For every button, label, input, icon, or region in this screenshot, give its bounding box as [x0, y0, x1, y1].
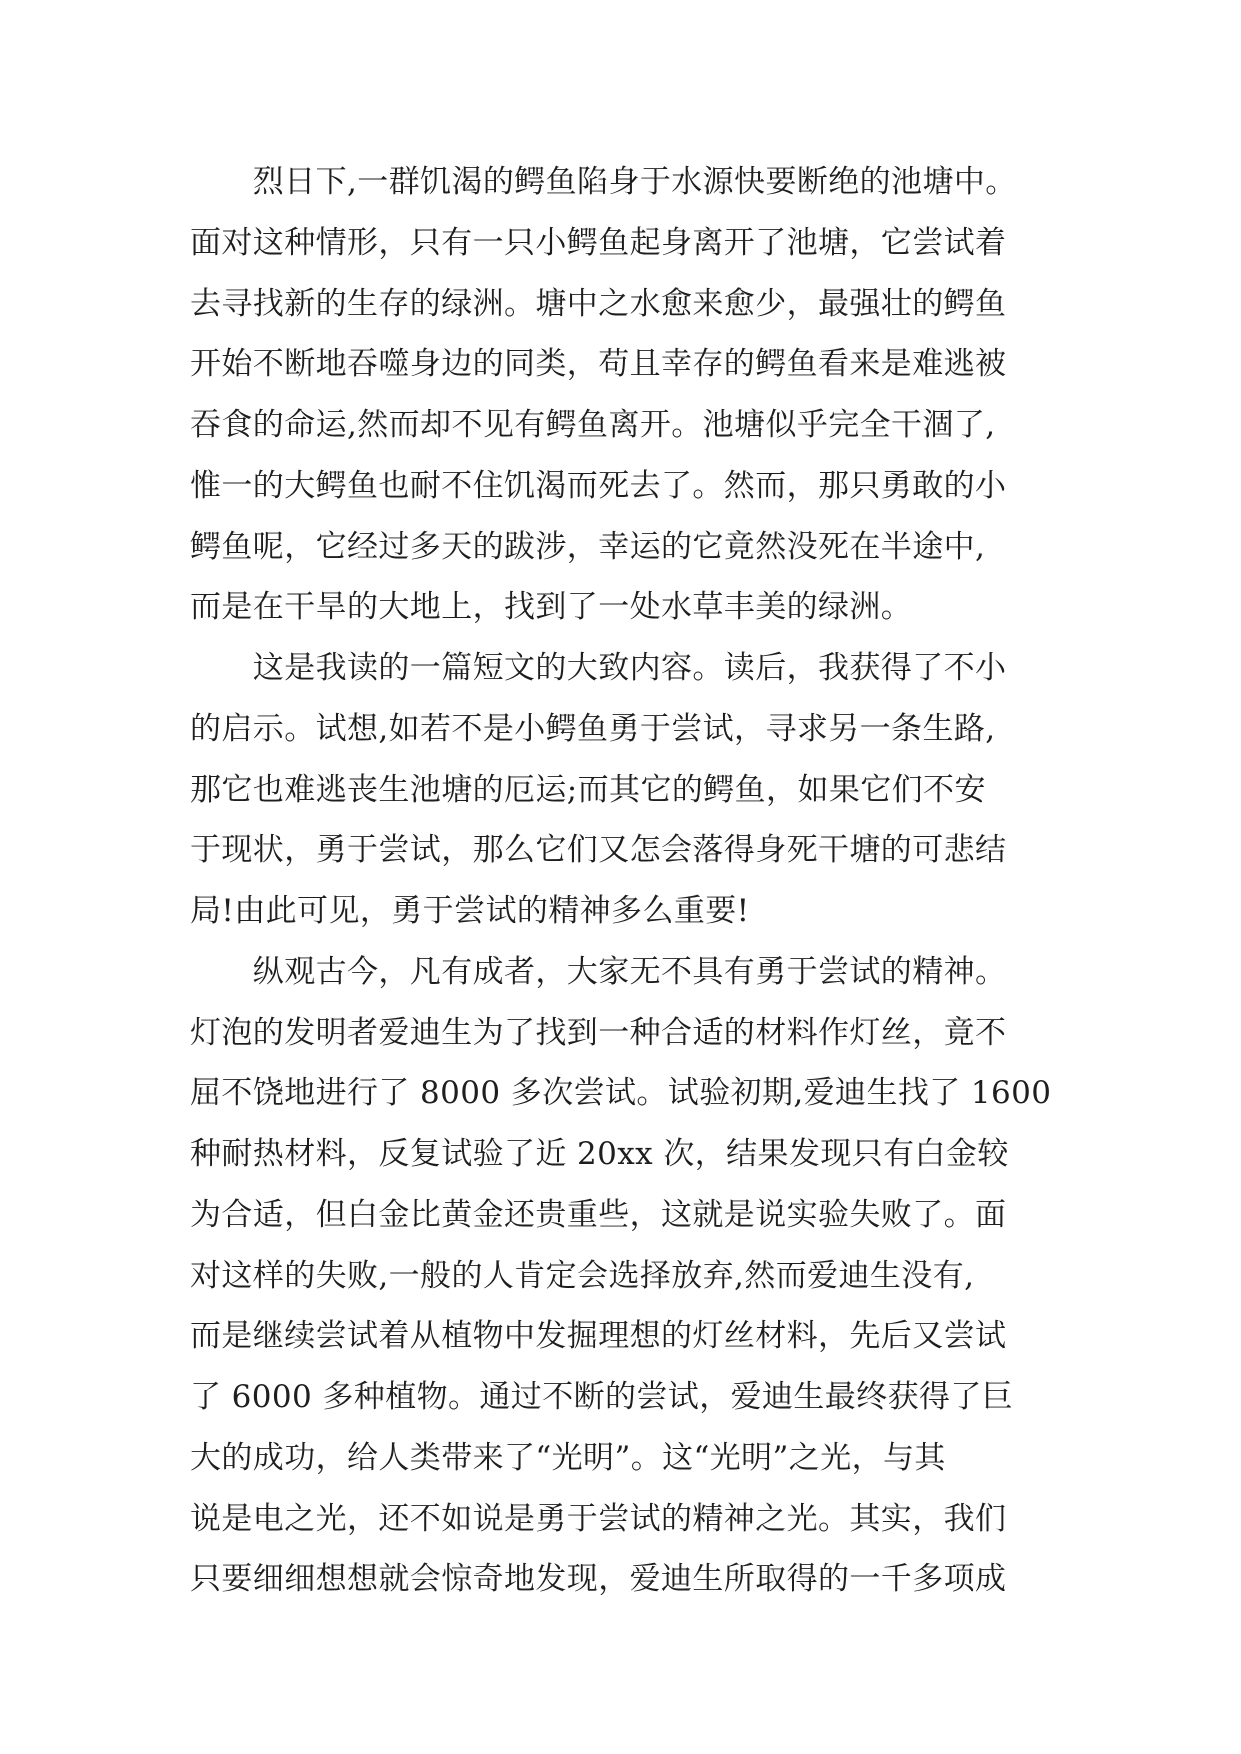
text-line: 灯泡的发明者爱迪生为了找到一种合适的材料作灯丝，竟不	[190, 1014, 1007, 1051]
text-line: 于现状，勇于尝试，那么它们又怎会落得身死干塘的可悲结	[190, 832, 1007, 869]
essay-text	[190, 152, 1090, 1610]
text-line: 开始不断地吞噬身边的同类，苟且幸存的鳄鱼看来是难逃被	[190, 346, 1007, 383]
text-line: 那它也难逃丧生池塘的厄运;而其它的鳄鱼，如果它们不安	[190, 771, 986, 808]
text-line: 种耐热材料，反复试验了近 20xx 次，结果发现只有白金较	[190, 1136, 1009, 1172]
text-line: 鳄鱼呢，它经过多天的跋涉，幸运的它竟然没死在半途中,	[190, 528, 986, 565]
text-line: 的启示。试想,如若不是小鳄鱼勇于尝试，寻求另一条生路,	[190, 710, 996, 747]
text-line: 局!由此可见，勇于尝试的精神多么重要!	[190, 893, 750, 929]
text-line: 对这样的失败,一般的人肯定会选择放弃,然而爱迪生没有,	[190, 1257, 975, 1294]
text-line: 屈不饶地进行了 8000 多次尝试。试验初期,爱迪生找了 1600	[190, 1075, 1052, 1112]
text-line: 烈日下,一群饥渴的鳄鱼陷身于水源快要断绝的池塘中。	[190, 164, 1017, 200]
text-line: 这是我读的一篇短文的大致内容。读后，我获得了不小	[190, 650, 1007, 686]
text-line: 只要细细想想就会惊奇地发现，爱迪生所取得的一千多项成	[190, 1561, 1007, 1598]
text-line: 而是在干旱的大地上，找到了一处水草丰美的绿洲。	[190, 589, 913, 626]
text-line: 说是电之光，还不如说是勇于尝试的精神之光。其实，我们	[190, 1500, 1007, 1537]
text-line: 面对这种情形，只有一只小鳄鱼起身离开了池塘，它尝试着	[190, 224, 1007, 261]
text-line: 去寻找新的生存的绿洲。塘中之水愈来愈少，最强壮的鳄鱼	[190, 285, 1007, 322]
text-line: 惟一的大鳄鱼也耐不住饥渴而死去了。然而，那只勇敢的小	[190, 467, 1007, 504]
text-line: 为合适，但白金比黄金还贵重些，这就是说实验失败了。面	[190, 1196, 1007, 1233]
text-line: 了 6000 多种植物。通过不断的尝试，爱迪生最终获得了巨	[190, 1379, 1014, 1415]
text-line: 吞食的命运,然而却不见有鳄鱼离开。池塘似乎完全干涸了,	[190, 407, 996, 443]
text-line: 而是继续尝试着从植物中发掘理想的灯丝材料，先后又尝试	[190, 1318, 1007, 1355]
text-line: 大的成功，给人类带来了“光明”。这“光明”之光，与其	[190, 1439, 946, 1476]
text-line: 纵观古今，凡有成者，大家无不具有勇于尝试的精神。	[190, 953, 1007, 990]
